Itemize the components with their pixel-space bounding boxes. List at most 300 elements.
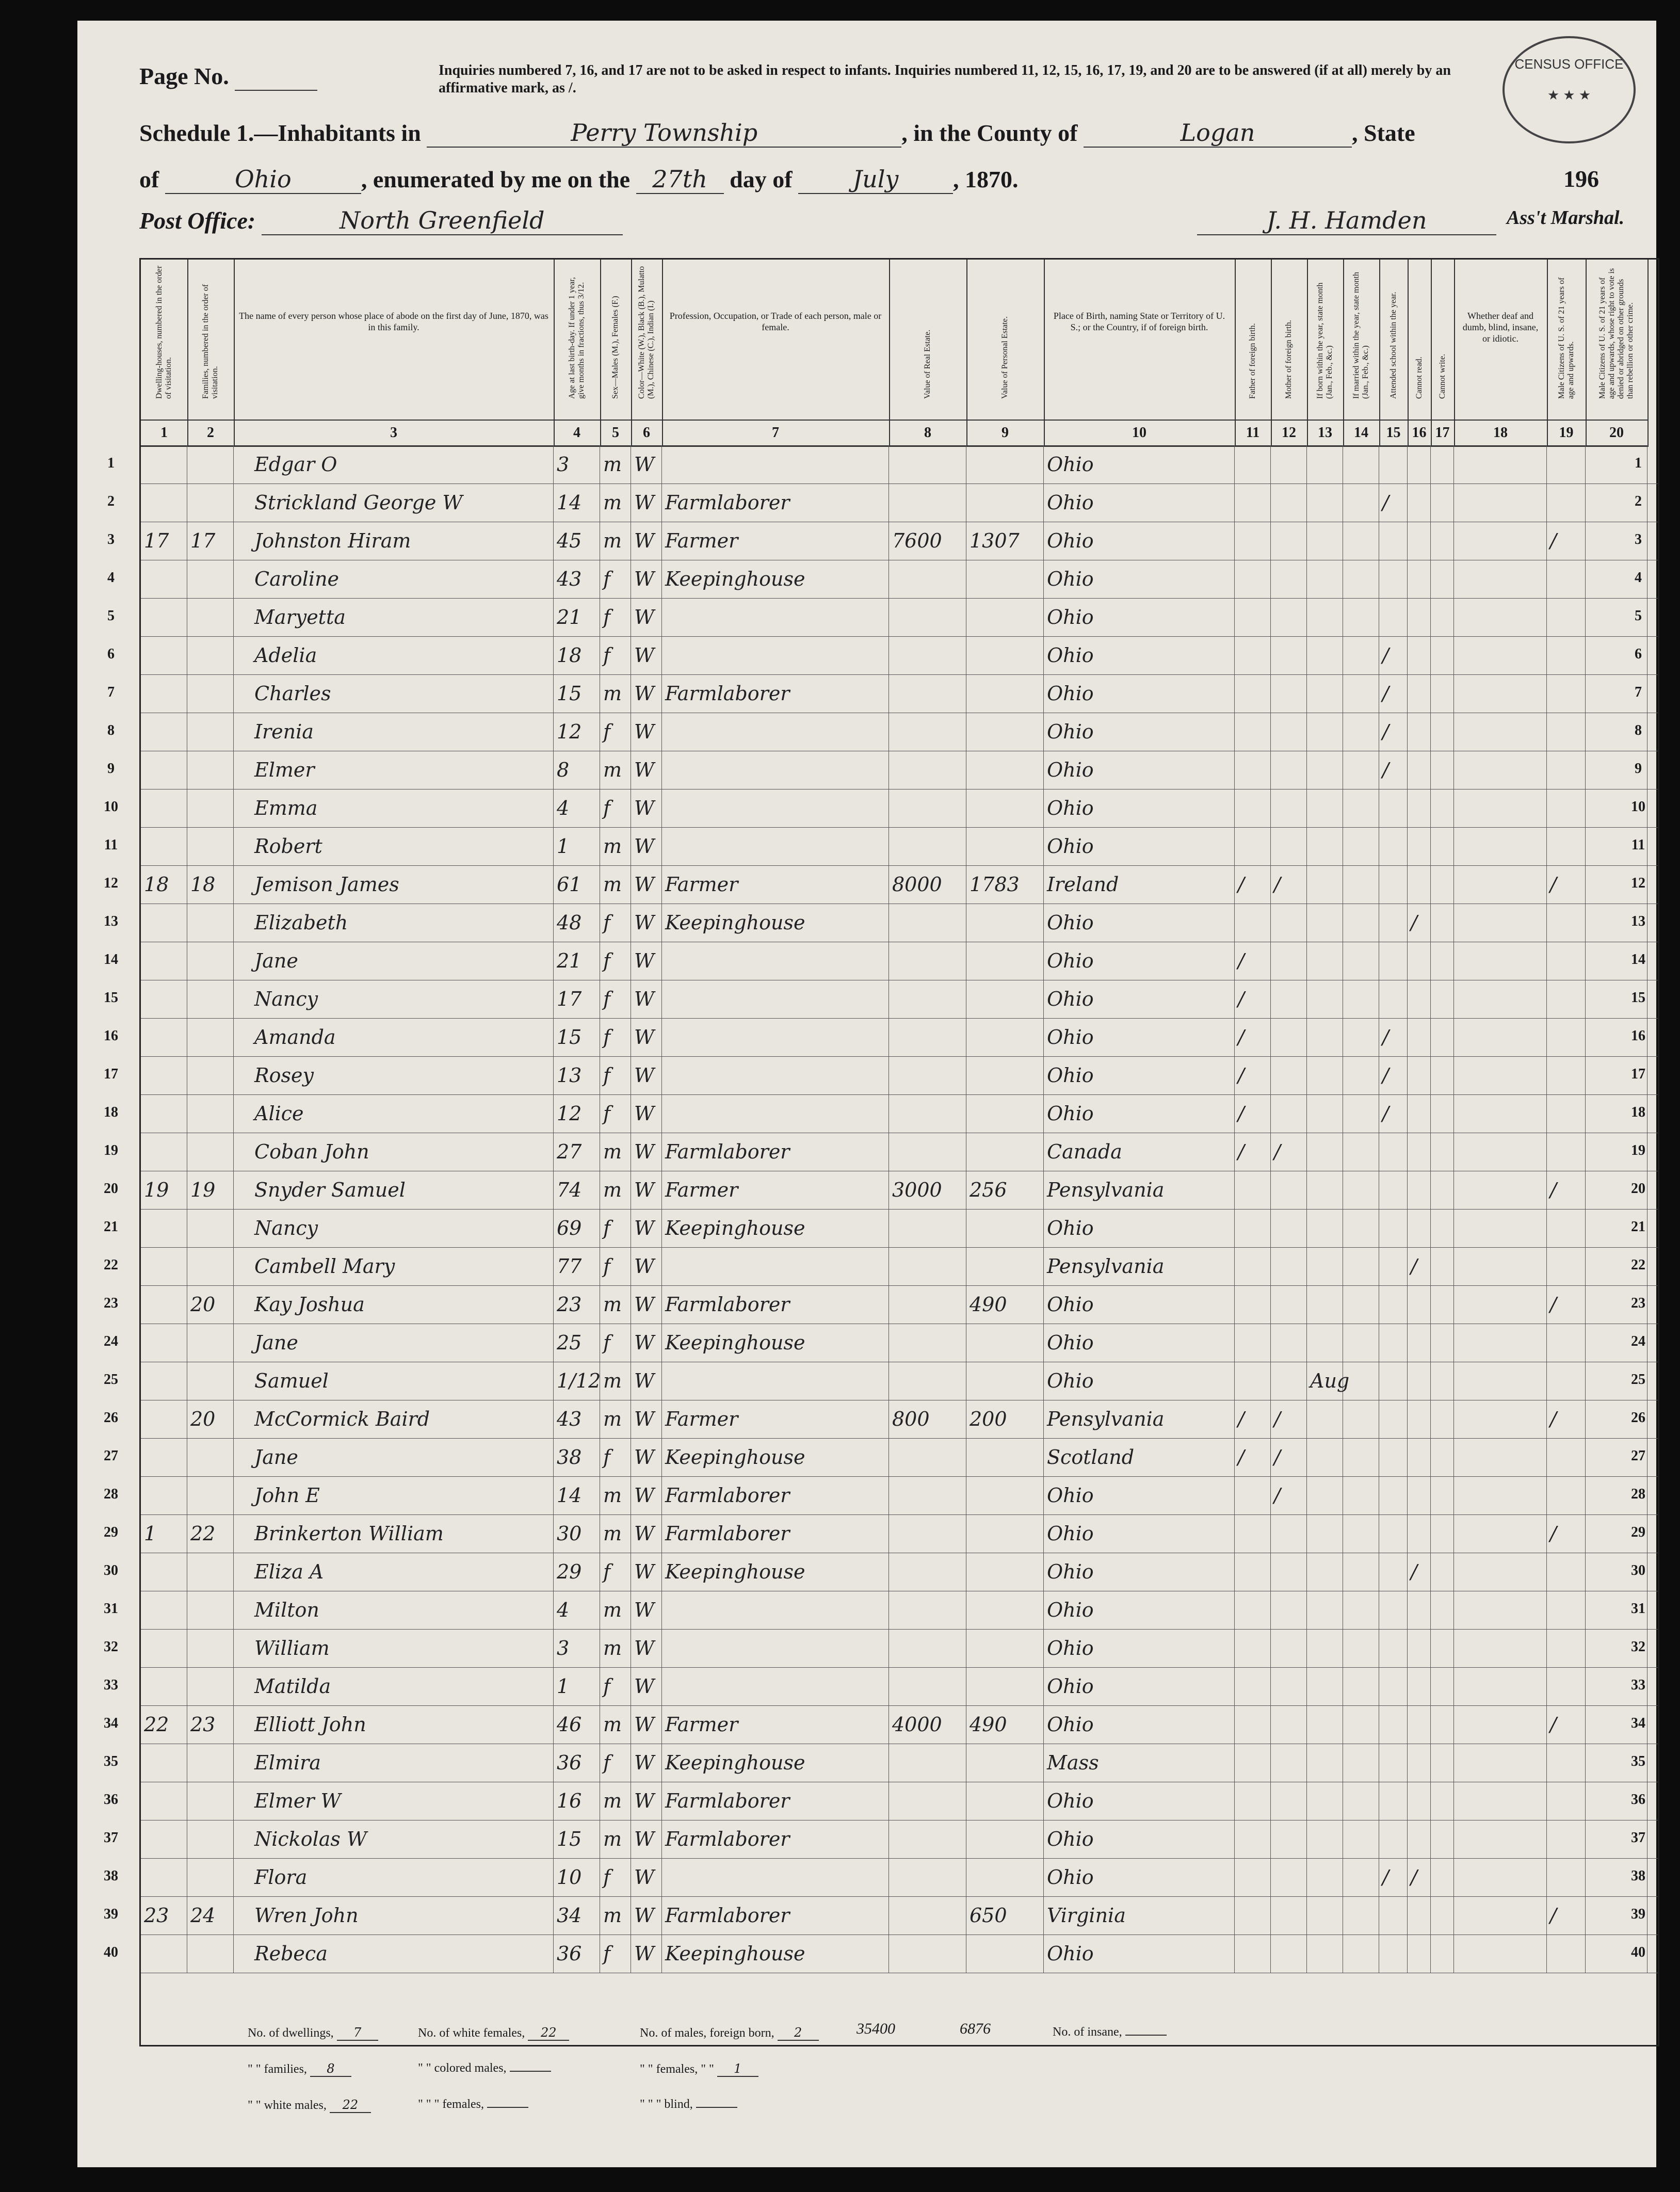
- cell-col-4: 3: [554, 445, 600, 483]
- cell-col-17: [1431, 522, 1454, 560]
- cell-col-15: [1379, 1591, 1408, 1629]
- line-number-right: 18: [1631, 1104, 1645, 1120]
- cell-col-17: [1431, 1362, 1454, 1400]
- cell-col-9: [966, 1362, 1044, 1400]
- cell-col-4: 48: [554, 904, 600, 942]
- cell-col-7: [662, 980, 889, 1018]
- cell-col-6: W: [631, 1553, 662, 1591]
- cell-col-10: Ohio: [1044, 1209, 1235, 1247]
- cell-col-15: [1379, 827, 1408, 865]
- cell-col-12: [1271, 827, 1307, 865]
- cell-col-4: 8: [554, 751, 600, 789]
- cell-col-18: [1454, 560, 1547, 598]
- cell-col-19: [1547, 1820, 1586, 1858]
- cell-col-17: [1431, 1400, 1454, 1438]
- cell-col-1: 22: [141, 1705, 187, 1744]
- cell-col-10: Ireland: [1044, 865, 1235, 904]
- line-number-right: 24: [1631, 1333, 1645, 1349]
- cell-col-13: [1307, 598, 1343, 636]
- cell-col-2: 20: [187, 1285, 234, 1324]
- inquiries-note: Inquiries numbered 7, 16, and 17 are not to be asked in respect to infants. Inquiries numbered 11, 12, 15, 16, 17, 19, and 20 are to be answered (if at all) merely by an affirmative mark, as /.: [439, 62, 1451, 96]
- cell-col-10: Ohio: [1044, 598, 1235, 636]
- cell-col-17: [1431, 789, 1454, 827]
- cell-col-9: [966, 483, 1044, 522]
- cell-col-7: [662, 713, 889, 751]
- cell-col-15: [1379, 1285, 1408, 1324]
- cell-col-1: [141, 1362, 187, 1400]
- cell-col-13: [1307, 483, 1343, 522]
- cell-col-17: [1431, 1629, 1454, 1667]
- cell-col-8: [889, 1476, 966, 1514]
- cell-col-14: [1343, 1553, 1379, 1591]
- cell-col-7: [662, 1094, 889, 1133]
- cell-col-6: W: [631, 636, 662, 674]
- cell-col-19: [1547, 827, 1586, 865]
- line-number-left: 35: [104, 1753, 118, 1769]
- cell-col-10: Ohio: [1044, 1820, 1235, 1858]
- cell-col-17: [1431, 636, 1454, 674]
- cell-col-14: [1343, 1438, 1379, 1476]
- cell-col-12: [1271, 1820, 1307, 1858]
- cell-col-14: [1343, 1514, 1379, 1553]
- table-row: [141, 1171, 1658, 1210]
- cell-col-4: 43: [554, 1400, 600, 1438]
- cell-col-19: [1547, 483, 1586, 522]
- cell-col-6: W: [631, 865, 662, 904]
- cell-col-17: [1431, 1744, 1454, 1782]
- cell-col-12: /: [1271, 1133, 1307, 1171]
- page-label: Page No.: [139, 63, 229, 89]
- cell-col-14: [1343, 483, 1379, 522]
- cell-col-15: [1379, 1324, 1408, 1362]
- cell-col-8: 8000: [889, 865, 966, 904]
- cell-col-8: [889, 560, 966, 598]
- cell-col-16: [1408, 942, 1431, 980]
- cell-col-18: [1454, 865, 1547, 904]
- post-office-field: North Greenfield: [262, 206, 623, 235]
- cell-col-3: Brinkerton William: [234, 1514, 554, 1553]
- cell-col-5: m: [600, 1400, 631, 1438]
- dwellings-count: 7: [337, 2025, 378, 2041]
- cell-col-14: [1343, 1171, 1379, 1209]
- cell-col-15: [1379, 1171, 1408, 1209]
- cell-col-13: [1307, 522, 1343, 560]
- cell-col-12: [1271, 1858, 1307, 1896]
- line-number-right: 12: [1631, 875, 1645, 891]
- cell-col-17: [1431, 865, 1454, 904]
- cell-col-11: [1235, 483, 1271, 522]
- cell-col-5: f: [600, 980, 631, 1018]
- month-field: July: [798, 165, 953, 194]
- cell-col-6: W: [631, 904, 662, 942]
- cell-col-7: [662, 1591, 889, 1629]
- cell-col-16: [1408, 1324, 1431, 1362]
- line-number-right: 8: [1635, 722, 1642, 738]
- cell-col-12: [1271, 1667, 1307, 1705]
- cell-col-6: W: [631, 1362, 662, 1400]
- cell-col-12: [1271, 1705, 1307, 1744]
- column-number-17: 17: [1431, 420, 1455, 447]
- cell-col-1: [141, 1782, 187, 1820]
- cell-col-2: [187, 751, 234, 789]
- column-header-20: Male Citizens of U. S. of 21 years of age and upwards, whose right to vote is denied or abridged on other grounds than rebellion or other crime.: [1586, 260, 1649, 420]
- cell-col-15: [1379, 1476, 1408, 1514]
- cell-col-19: [1547, 1476, 1586, 1514]
- cell-col-6: W: [631, 1324, 662, 1362]
- schedule-line: Schedule 1.—Inhabitants in Perry Township , in the County of Logan , State: [139, 119, 1415, 147]
- cell-col-19: [1547, 942, 1586, 980]
- cell-col-15: /: [1379, 1858, 1408, 1896]
- cell-col-17: [1431, 1133, 1454, 1171]
- cell-col-5: f: [600, 1324, 631, 1362]
- cell-col-16: [1408, 1591, 1431, 1629]
- cell-col-9: [966, 827, 1044, 865]
- cell-col-19: /: [1547, 1285, 1586, 1324]
- cell-col-7: [662, 598, 889, 636]
- cell-col-8: [889, 1018, 966, 1056]
- column-header-11: Father of foreign birth.: [1235, 260, 1272, 420]
- cell-col-11: [1235, 1285, 1271, 1324]
- cell-col-13: [1307, 751, 1343, 789]
- cell-col-10: Ohio: [1044, 445, 1235, 483]
- cell-col-4: 30: [554, 1514, 600, 1553]
- cell-col-4: 15: [554, 1018, 600, 1056]
- cell-col-4: 3: [554, 1629, 600, 1667]
- cell-col-14: [1343, 1935, 1379, 1973]
- cell-col-5: m: [600, 1705, 631, 1744]
- cell-col-18: [1454, 1629, 1547, 1667]
- cell-col-7: Farmlaborer: [662, 1133, 889, 1171]
- cell-col-16: [1408, 1514, 1431, 1553]
- cell-col-3: Samuel: [234, 1362, 554, 1400]
- cell-col-16: [1408, 522, 1431, 560]
- cell-col-14: [1343, 865, 1379, 904]
- cell-col-10: Ohio: [1044, 1056, 1235, 1094]
- cell-col-6: W: [631, 827, 662, 865]
- cell-col-10: Ohio: [1044, 1018, 1235, 1056]
- cell-col-12: [1271, 751, 1307, 789]
- cell-col-11: [1235, 1629, 1271, 1667]
- cell-col-5: m: [600, 1820, 631, 1858]
- cell-col-14: [1343, 1285, 1379, 1324]
- column-header-15: Attended school within the year.: [1379, 260, 1409, 420]
- cell-col-9: [966, 789, 1044, 827]
- cell-col-13: [1307, 1705, 1343, 1744]
- cell-col-8: [889, 674, 966, 713]
- line-number-right: 7: [1635, 684, 1642, 700]
- cell-col-6: W: [631, 713, 662, 751]
- cell-col-9: [966, 942, 1044, 980]
- cell-col-6: W: [631, 445, 662, 483]
- column-number-7: 7: [662, 420, 890, 447]
- cell-col-10: Ohio: [1044, 1935, 1235, 1973]
- cell-col-5: f: [600, 560, 631, 598]
- cell-col-7: [662, 1247, 889, 1285]
- cell-col-9: [966, 1782, 1044, 1820]
- cell-col-6: W: [631, 1782, 662, 1820]
- cell-col-8: [889, 1935, 966, 1973]
- column-number-4: 4: [554, 420, 601, 447]
- cell-col-2: [187, 445, 234, 483]
- cell-col-12: [1271, 1362, 1307, 1400]
- cell-col-12: /: [1271, 865, 1307, 904]
- cell-col-1: [141, 1056, 187, 1094]
- cell-col-11: [1235, 904, 1271, 942]
- line-number-left: 19: [104, 1142, 118, 1158]
- cell-col-16: [1408, 1438, 1431, 1476]
- cell-col-14: [1343, 904, 1379, 942]
- line-number-left: 12: [104, 875, 118, 891]
- cell-col-4: 29: [554, 1553, 600, 1591]
- cell-col-10: Ohio: [1044, 1324, 1235, 1362]
- cell-col-17: [1431, 674, 1454, 713]
- cell-col-16: [1408, 1209, 1431, 1247]
- cell-col-11: [1235, 1705, 1271, 1744]
- cell-col-2: [187, 904, 234, 942]
- cell-col-11: [1235, 1667, 1271, 1705]
- cell-col-18: [1454, 1705, 1547, 1744]
- cell-col-8: [889, 1133, 966, 1171]
- cell-col-8: 7600: [889, 522, 966, 560]
- cell-col-6: W: [631, 1820, 662, 1858]
- cell-col-13: [1307, 1247, 1343, 1285]
- cell-col-4: 12: [554, 1094, 600, 1133]
- census-page: [77, 21, 1656, 2167]
- cell-col-18: [1454, 445, 1547, 483]
- cell-col-8: [889, 942, 966, 980]
- cell-col-19: [1547, 636, 1586, 674]
- cell-col-9: [966, 1056, 1044, 1094]
- table-row: [141, 1400, 1658, 1439]
- marshal-signature: J. H. Hamden: [1197, 206, 1496, 235]
- cell-col-11: [1235, 1591, 1271, 1629]
- cell-col-8: 4000: [889, 1705, 966, 1744]
- cell-col-1: [141, 1018, 187, 1056]
- cell-col-5: m: [600, 1476, 631, 1514]
- line-number-right: 19: [1631, 1142, 1645, 1158]
- cell-col-8: [889, 1514, 966, 1553]
- table-row: [141, 1629, 1658, 1668]
- line-number-right: 1: [1635, 455, 1642, 471]
- cell-col-7: [662, 1056, 889, 1094]
- cell-col-7: Farmlaborer: [662, 1285, 889, 1324]
- cell-col-11: /: [1235, 1094, 1271, 1133]
- line-number-left: 25: [104, 1372, 118, 1388]
- line-number-right: 23: [1631, 1295, 1645, 1311]
- cell-col-17: [1431, 751, 1454, 789]
- cell-col-6: W: [631, 1591, 662, 1629]
- cell-col-8: [889, 789, 966, 827]
- cell-col-1: [141, 904, 187, 942]
- cell-col-12: [1271, 1171, 1307, 1209]
- cell-col-11: /: [1235, 1133, 1271, 1171]
- cell-col-6: W: [631, 1858, 662, 1896]
- cell-col-7: [662, 1018, 889, 1056]
- cell-col-7: Farmlaborer: [662, 1476, 889, 1514]
- cell-col-2: [187, 1438, 234, 1476]
- cell-col-8: [889, 1324, 966, 1362]
- column-number-6: 6: [631, 420, 663, 447]
- cell-col-10: Ohio: [1044, 904, 1235, 942]
- cell-col-3: Elmer: [234, 751, 554, 789]
- cell-col-9: 256: [966, 1171, 1044, 1209]
- cell-col-18: [1454, 942, 1547, 980]
- cell-col-6: W: [631, 598, 662, 636]
- cell-col-18: [1454, 1171, 1547, 1209]
- cell-col-5: m: [600, 865, 631, 904]
- cell-col-3: Amanda: [234, 1018, 554, 1056]
- cell-col-11: [1235, 1209, 1271, 1247]
- cell-col-6: W: [631, 522, 662, 560]
- cell-col-17: [1431, 598, 1454, 636]
- cell-col-2: [187, 1553, 234, 1591]
- cell-col-16: [1408, 865, 1431, 904]
- cell-col-16: [1408, 445, 1431, 483]
- cell-col-13: [1307, 1324, 1343, 1362]
- cell-col-2: [187, 1667, 234, 1705]
- cell-col-12: [1271, 522, 1307, 560]
- cell-col-3: McCormick Baird: [234, 1400, 554, 1438]
- cell-col-9: [966, 713, 1044, 751]
- cell-col-3: Matilda: [234, 1667, 554, 1705]
- cell-col-3: Charles: [234, 674, 554, 713]
- cell-col-12: [1271, 1744, 1307, 1782]
- line-number-left: 13: [104, 913, 118, 929]
- cell-col-8: [889, 1591, 966, 1629]
- cell-col-9: [966, 1935, 1044, 1973]
- cell-col-4: 77: [554, 1247, 600, 1285]
- cell-col-7: Farmer: [662, 1400, 889, 1438]
- cell-col-15: [1379, 1629, 1408, 1667]
- cell-col-11: [1235, 1171, 1271, 1209]
- line-number-right: 33: [1631, 1677, 1645, 1693]
- cell-col-10: Ohio: [1044, 713, 1235, 751]
- table-row: [141, 1056, 1658, 1095]
- cell-col-8: 3000: [889, 1171, 966, 1209]
- cell-col-6: W: [631, 1476, 662, 1514]
- cell-col-4: 46: [554, 1705, 600, 1744]
- cell-col-18: [1454, 980, 1547, 1018]
- state-field: Ohio: [165, 165, 361, 194]
- table-row: [141, 560, 1658, 599]
- cell-col-17: [1431, 1820, 1454, 1858]
- cell-col-14: [1343, 1629, 1379, 1667]
- cell-col-7: Farmlaborer: [662, 1514, 889, 1553]
- cell-col-10: Pensylvania: [1044, 1400, 1235, 1438]
- cell-col-7: Farmlaborer: [662, 1782, 889, 1820]
- cell-col-10: Ohio: [1044, 1285, 1235, 1324]
- cell-col-18: [1454, 1324, 1547, 1362]
- cell-col-19: /: [1547, 1896, 1586, 1935]
- line-number-right: 21: [1631, 1219, 1645, 1235]
- cell-col-7: Keepinghouse: [662, 1324, 889, 1362]
- column-header-2: Families, numbered in the order of visitation.: [187, 260, 235, 420]
- cell-col-9: [966, 598, 1044, 636]
- line-number-right: 3: [1635, 531, 1642, 547]
- cell-col-1: [141, 1629, 187, 1667]
- cell-col-3: Maryetta: [234, 598, 554, 636]
- cell-col-18: [1454, 1553, 1547, 1591]
- cell-col-13: [1307, 904, 1343, 942]
- cell-col-4: 15: [554, 1820, 600, 1858]
- cell-col-12: [1271, 1629, 1307, 1667]
- table-row: [141, 865, 1658, 904]
- cell-col-19: [1547, 1553, 1586, 1591]
- cell-col-9: [966, 1476, 1044, 1514]
- table-row: [141, 1094, 1658, 1133]
- cell-col-6: W: [631, 751, 662, 789]
- cell-col-11: /: [1235, 1018, 1271, 1056]
- cell-col-10: Ohio: [1044, 1782, 1235, 1820]
- cell-col-14: [1343, 1896, 1379, 1935]
- cell-col-6: W: [631, 1667, 662, 1705]
- cell-col-8: [889, 1744, 966, 1782]
- insane-count: [1125, 2035, 1167, 2036]
- line-number-left: 14: [104, 952, 118, 968]
- cell-col-13: [1307, 980, 1343, 1018]
- cell-col-10: Ohio: [1044, 751, 1235, 789]
- cell-col-16: /: [1408, 1858, 1431, 1896]
- line-number-right: 26: [1631, 1410, 1645, 1426]
- column-header-16: Cannot read.: [1408, 260, 1432, 420]
- cell-col-14: [1343, 636, 1379, 674]
- cell-col-7: Farmlaborer: [662, 1896, 889, 1935]
- cell-col-16: [1408, 1400, 1431, 1438]
- cell-col-14: [1343, 1362, 1379, 1400]
- cell-col-13: [1307, 636, 1343, 674]
- cell-col-13: [1307, 865, 1343, 904]
- cell-col-3: Jemison James: [234, 865, 554, 904]
- cell-col-2: [187, 1744, 234, 1782]
- cell-col-17: [1431, 1171, 1454, 1209]
- families-count: 8: [310, 2061, 351, 2077]
- cell-col-7: [662, 1629, 889, 1667]
- cell-col-1: [141, 1667, 187, 1705]
- cell-col-5: m: [600, 1782, 631, 1820]
- cell-col-6: W: [631, 789, 662, 827]
- cell-col-19: [1547, 1018, 1586, 1056]
- cell-col-1: [141, 751, 187, 789]
- cell-col-1: [141, 789, 187, 827]
- cell-col-16: [1408, 713, 1431, 751]
- cell-col-3: Robert: [234, 827, 554, 865]
- cell-col-3: Johnston Hiram: [234, 522, 554, 560]
- cell-col-11: [1235, 789, 1271, 827]
- cell-col-15: [1379, 1782, 1408, 1820]
- cell-col-11: /: [1235, 942, 1271, 980]
- cell-col-18: [1454, 1820, 1547, 1858]
- cell-col-17: [1431, 1018, 1454, 1056]
- line-number-right: 6: [1635, 646, 1642, 662]
- cell-col-12: [1271, 1018, 1307, 1056]
- cell-col-3: Rosey: [234, 1056, 554, 1094]
- cell-col-13: [1307, 1018, 1343, 1056]
- cell-col-16: [1408, 1896, 1431, 1935]
- cell-col-18: [1454, 598, 1547, 636]
- cell-col-15: /: [1379, 1094, 1408, 1133]
- cell-col-16: [1408, 980, 1431, 1018]
- page-number-field: [235, 62, 317, 91]
- cell-col-5: f: [600, 1858, 631, 1896]
- line-number-right: 39: [1631, 1906, 1645, 1922]
- cell-col-4: 18: [554, 636, 600, 674]
- cell-col-6: W: [631, 1629, 662, 1667]
- cell-col-12: [1271, 942, 1307, 980]
- cell-col-5: f: [600, 1935, 631, 1973]
- cell-col-5: f: [600, 1247, 631, 1285]
- cell-col-5: m: [600, 522, 631, 560]
- cell-col-12: [1271, 1324, 1307, 1362]
